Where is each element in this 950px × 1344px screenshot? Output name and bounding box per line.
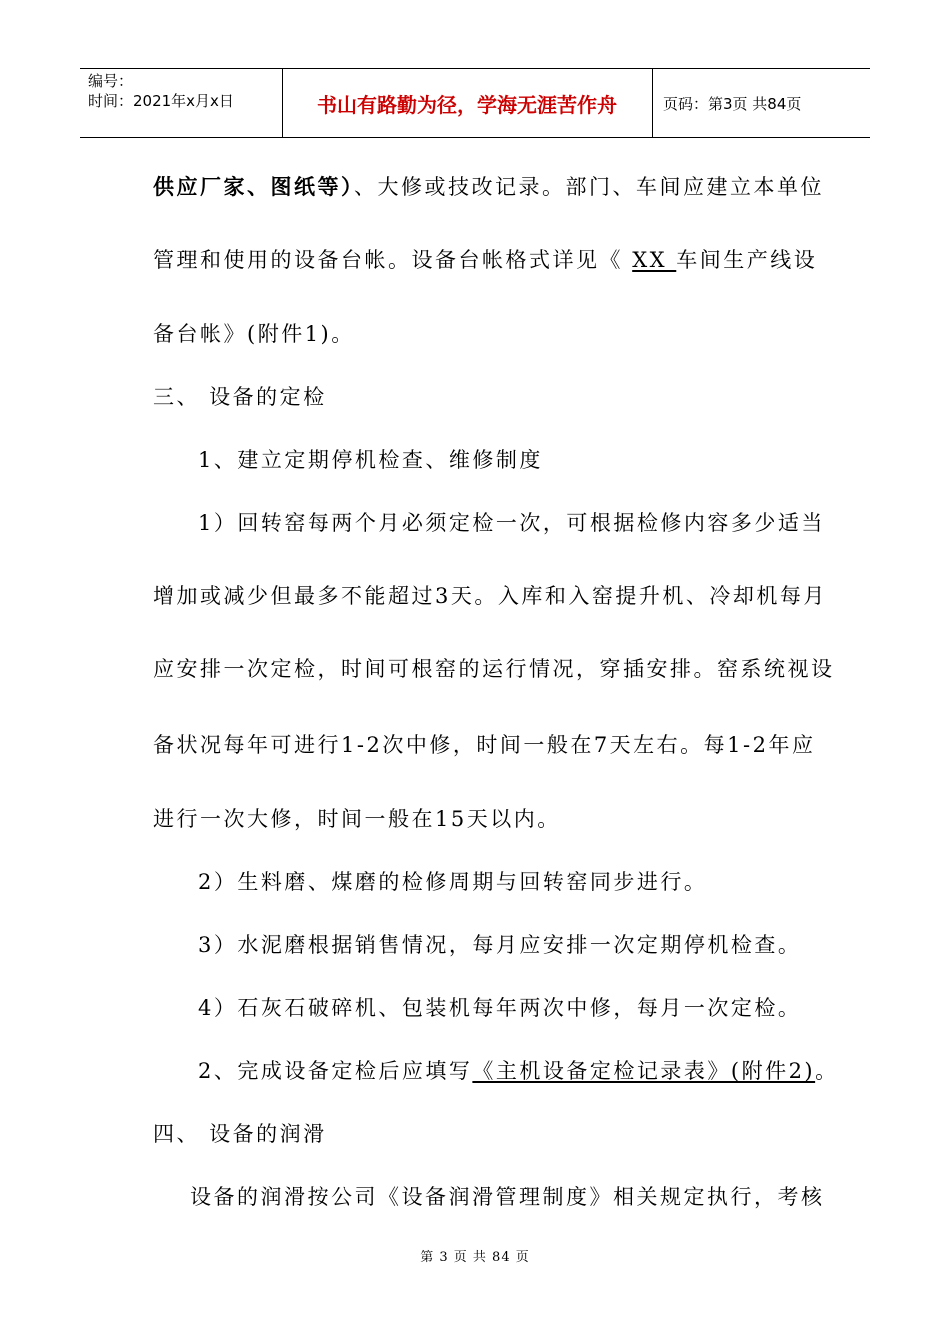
- paragraph-line: 设备的润滑按公司《设备润滑管理制度》相关规定执行，考核: [190, 1185, 825, 1209]
- text-run: 车间生产线设: [676, 248, 818, 272]
- text-run: 管理和使用的设备台帐。设备台帐格式详见《: [153, 248, 633, 272]
- header-page-number: 页码：第3页 共84页: [663, 95, 802, 113]
- paragraph-line: 应安排一次定检，时间可根窑的运行情况，穿插安排。窑系统视设: [153, 657, 835, 681]
- bold-text: 供应厂家、图纸等）: [153, 174, 354, 199]
- section-heading: 三、 设备的定检: [153, 385, 327, 409]
- section-heading: 四、 设备的润滑: [153, 1122, 327, 1146]
- header-motto: 书山有路勤为径，学海无涯苦作舟: [317, 92, 617, 117]
- header-divider: [652, 69, 653, 137]
- list-item: 4）石灰石破碎机、包装机每年两次中修，每月一次定检。: [198, 996, 802, 1020]
- paragraph-line: 1）回转窑每两个月必须定检一次，可根据检修内容多少适当: [198, 511, 825, 535]
- document-number: 编号：: [88, 72, 134, 90]
- text-run: 、大修或技改记录。部门、车间应建立本单位: [354, 175, 824, 199]
- form-reference-link: 《主机设备定检记录表》(附件2): [472, 1059, 816, 1083]
- paragraph-line: [153, 247, 817, 273]
- list-item: 3）水泥磨根据销售情况，每月应安排一次定期停机检查。: [198, 933, 802, 957]
- paragraph-line: 备台帐》(附件1)。: [153, 322, 355, 346]
- header-meta: [88, 71, 234, 111]
- paragraph-line: [198, 1058, 839, 1084]
- paragraph-line: 增加或减少但最多不能超过3天。入库和入窑提升机、冷却机每月: [153, 584, 827, 608]
- page-footer: 第 3 页 共 84 页: [420, 1250, 530, 1265]
- underlined-placeholder: XX: [632, 248, 677, 272]
- paragraph-line: 备状况每年可进行1-2次中修，时间一般在7天左右。每1-2年应: [153, 733, 816, 757]
- subsection-heading: 1、建立定期停机检查、维修制度: [198, 448, 543, 472]
- paragraph-line: 进行一次大修，时间一般在15天以内。: [153, 807, 561, 831]
- text-run: 2、完成设备定检后应填写: [198, 1059, 473, 1083]
- page-header: [80, 68, 870, 138]
- text-run: 。: [815, 1059, 839, 1083]
- paragraph-line: [153, 174, 824, 200]
- document-time: 时间：2021年x月x日: [88, 92, 234, 110]
- list-item: 2）生料磨、煤磨的检修周期与回转窑同步进行。: [198, 870, 708, 894]
